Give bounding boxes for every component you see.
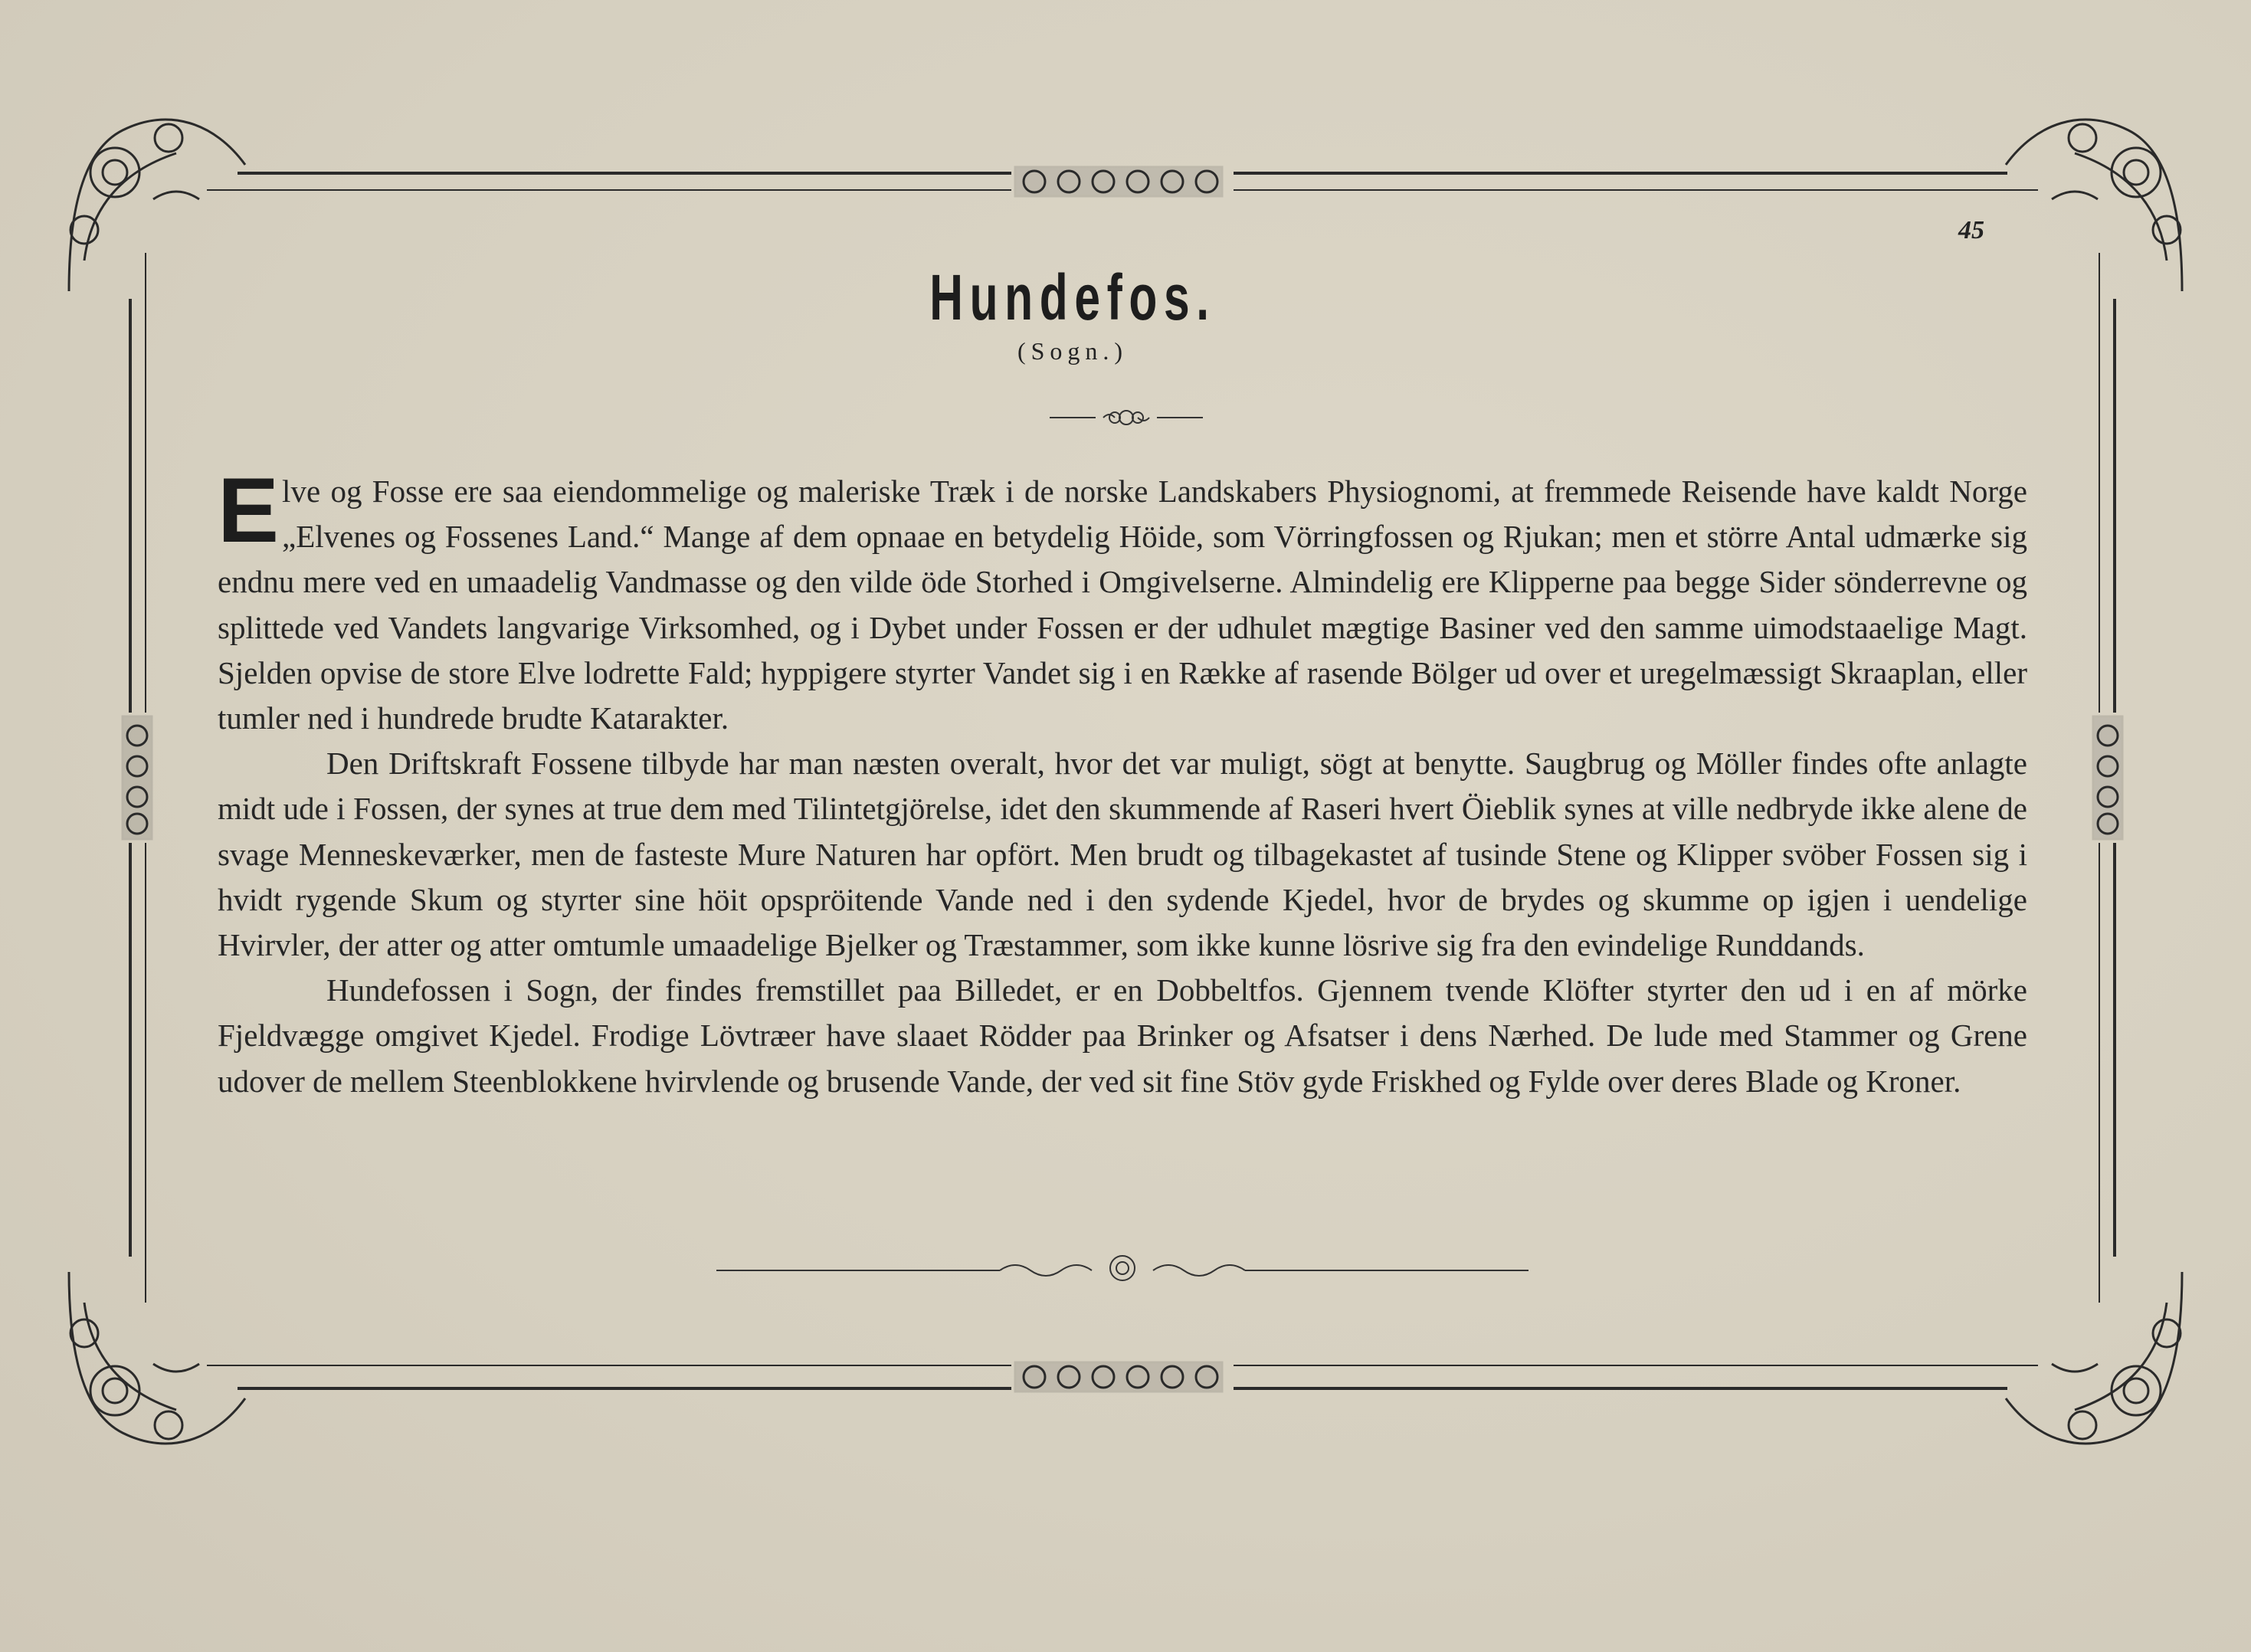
body-text: [218, 459, 2027, 1104]
chain-ornament-icon: [1015, 1362, 1222, 1391]
paragraph: Den Driftskraft Fossene tilbyde har man næsten overalt, hvor det var muligt, sögt at benytte. Saugbrug og Möller findes ofte anlagte midt ude i Fossen, der synes at true dem med Tilintetgjörelse, idet den skummende af Raseri hvert Öieblik synes at ville nedbryde ikke alene de svage Menneskeværker, men de fasteste Mure Naturen har opfört. Men brudt og tilbagekastet af tusinde Stene og Klipper svöber Fossen sig i hvidt rygende Skum og styrter sine höit opspröitende Vande ned i den sydende Kjedel, hvor de brydes og skumme op igjen i uendelige Hvirvler, der atter og atter omtumle umaadelige Bjelker og Træstammer, som ikke kunne lösrive sig fra den evindelige Runddands.: [218, 746, 2027, 963]
drop-cap: E: [218, 459, 280, 562]
corner-flourish-icon: [2006, 120, 2182, 291]
paragraph: [218, 459, 2027, 741]
paragraph: Hundefossen i Sogn, der findes fremstillet paa Billedet, er en Dobbeltfos. Gjennem tvende Klöfter styrter den ud i en af mörke Fjeldvægge omgivet Kjedel. Frodige Lövtræer have slaaet Rödder paa Brinker og Afsatser i dens Nærhed. De lude med Stammer og Grene udover de mellem Steenblokkene hvirvlende og brusende Vande, der ved sit fine Stöv gyde Friskhed og Fylde over deres Blade og Kroner.: [218, 972, 2027, 1099]
side-ornament-icon: [2093, 716, 2122, 839]
corner-flourish-icon: [2006, 1272, 2182, 1444]
corner-flourish-icon: [69, 1272, 245, 1444]
corner-flourish-icon: [69, 120, 245, 291]
bottom-divider-icon: [716, 1249, 1529, 1287]
page-subtitle: (Sogn.): [1017, 337, 1129, 365]
paragraph-text: lve og Fosse ere saa eiendommelige og maleriske Træk i de norske Landskabers Physiognomi, at fremmede Reisende have kaldt Norge „Elvenes og Fossenes Land.“ Mange af dem opnaae en betydelig Höide, som Vörringfossen og Rjukan; men et större Antal udmærke sig endnu mere ved en umaadelig Vandmasse og den vilde öde Storhed i Omgivelserne. Almindelig ere Klipperne paa begge Sider sönderrevne og splittede ved Vandets langvarige Virksomhed, og i Dybet under Fossen er der udhulet mægtige Basiner ved den samme uimodstaaelige Magt. Sjelden opvise de store Elve lodrette Fald; hyppigere styrter Vandet sig i en Række af rasende Bölger ud over et uregelmæssigt Skraaplan, eller tumler ned i hundrede brudte Katarakter.: [218, 474, 2027, 736]
page-number: 45: [1958, 216, 1984, 244]
page-title: Hundefos.: [929, 261, 1216, 333]
chain-ornament-icon: [1015, 167, 1222, 196]
title-divider-icon: [1050, 406, 1203, 429]
side-ornament-icon: [123, 716, 152, 839]
